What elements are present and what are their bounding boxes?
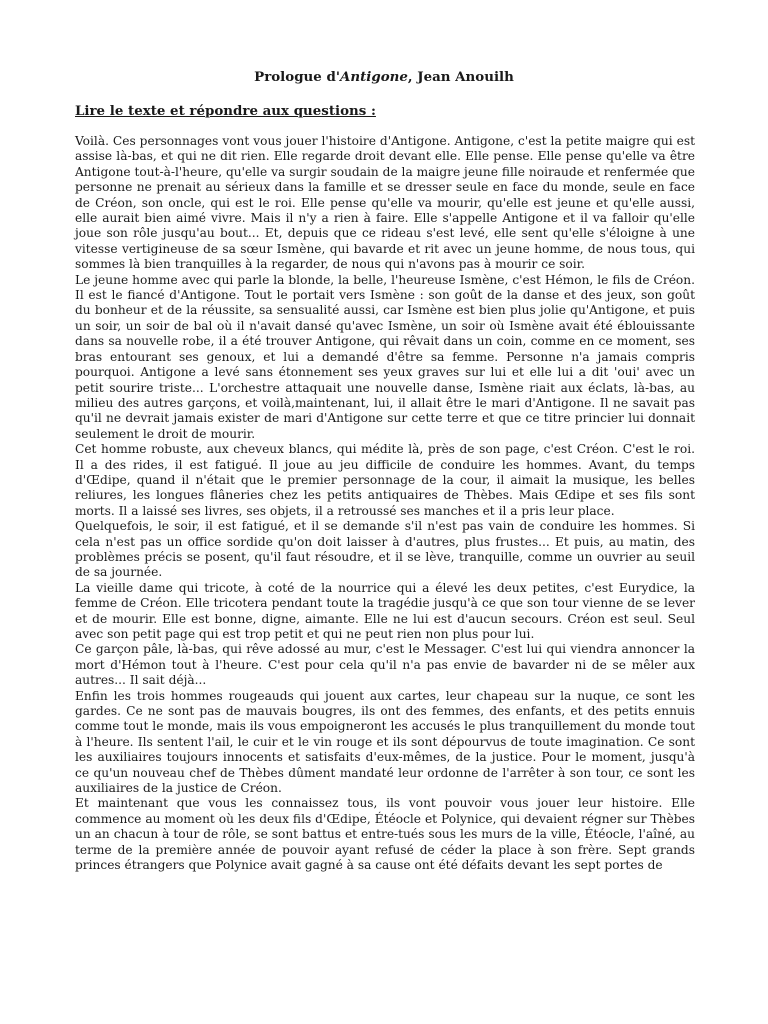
paragraph: Le jeune homme avec qui parle la blonde, la belle, l'heureuse Ismène, c'est Hémon, le fils de Créon. Il est le fiancé d'Antigone. Tout le portait vers Ismène : son goût de la danse et des jeux, son goût du bonheur et de la réussite, sa sensualité aussi, car Ismène est bien plus jolie qu'Antigone, et puis un soir, un soir de bal où il n'avait dansé qu'avec Ismène, un soir où Ismène avait été éblouissante dans sa nouvelle robe, il a été trouver Antigone, qui rêvait dans un coin, comme en ce moment, ses bras entourant ses genoux, et lui a demandé d'être sa femme. Personne n'a jamais compris pourquoi. Antigone a levé sans étonnement ses yeux graves sur lui et elle lui a dit 'oui' avec un petit sourire triste... L'orchestre attaquait une nouvelle danse, Ismène riait aux éclats, là-bas, au milieu des autres garçons, et voilà,maintenant, lui, il allait être le mari d'Antigone. Il ne savait pas qu'il ne devrait jamais exister de mari d'Antigone sur cette terre et que ce titre princier lui donnait seulement le droit de mourir. [75, 272, 695, 441]
paragraph: Ce garçon pâle, là-bas, qui rêve adossé au mur, c'est le Messager. C'est lui qui viendra annoncer la mort d'Hémon tout à l'heure. C'est pour cela qu'il n'a pas envie de bavarder ni de se mêler aux autres... Il sait déjà... [75, 642, 695, 688]
title-play-name: Antigone [339, 69, 408, 85]
paragraph: Quelquefois, le soir, il est fatigué, et il se demande s'il n'est pas vain de conduire les hommes. Si cela n'est pas un office sordide qu'on doit laisser à d'autres, plus frustes... Et puis, au matin, des problèmes précis se posent, qu'il faut résoudre, et il se lève, tranquille, comme un ouvrier au seuil de sa journée. [75, 519, 695, 580]
title-prefix: Prologue d' [254, 69, 340, 85]
instruction-heading: Lire le texte et répondre aux questions : [75, 103, 376, 119]
paragraph: La vieille dame qui tricote, à coté de la nourrice qui a élevé les deux petites, c'est Eurydice, la femme de Créon. Elle tricotera pendant toute la tragédie jusqu'à ce que son tour vienne de se lever et de mourir. Elle est bonne, digne, aimante. Elle ne lui est d'aucun secours. Créon est seul. Seul avec son petit page qui est trop petit et qui ne peut rien non plus pour lui. [75, 580, 695, 641]
document-title [0, 68, 768, 86]
title-author: , Jean Anouilh [407, 69, 514, 85]
paragraph: Cet homme robuste, aux cheveux blancs, qui médite là, près de son page, c'est Créon. C'est le roi. Il a des rides, il est fatigué. Il joue au jeu difficile de conduire les hommes. Avant, du temps d'Œdipe, quand il n'était que le premier personnage de la cour, il aimait la musique, les belles reliures, les longues flâneries chez les petits antiquaires de Thèbes. Mais Œdipe et ses fils sont morts. Il a laissé ses livres, ses objets, il a retroussé ses manches et il a pris leur place. [75, 442, 695, 518]
paragraph: Voilà. Ces personnages vont vous jouer l'histoire d'Antigone. Antigone, c'est la petite maigre qui est assise là-bas, et qui ne dit rien. Elle regarde droit devant elle. Elle pense. Elle pense qu'elle va être Antigone tout-à-l'heure, qu'elle va surgir soudain de la maigre jeune fille noiraude et renfermée que personne ne prenait au sérieux dans la famille et se dresser seule en face du monde, seule en face de Créon, son oncle, qui est le roi. Elle pense qu'elle va mourir, qu'elle est jeune et qu'elle aussi, elle aurait bien aimé vivre. Mais il n'y a rien à faire. Elle s'appelle Antigone et il va falloir qu'elle joue son rôle jusqu'au bout... Et, depuis que ce rideau s'est levé, elle sent qu'elle s'éloigne à une vitesse vertigineuse de sa sœur Ismène, qui bavarde et rit avec un jeune homme, de nous tous, qui sommes là bien tranquilles à la regarder, de nous qui n'avons pas à mourir ce soir. [75, 134, 695, 272]
prologue-text [75, 134, 695, 874]
paragraph: Enfin les trois hommes rougeauds qui jouent aux cartes, leur chapeau sur la nuque, ce sont les gardes. Ce ne sont pas de mauvais bougres, ils ont des femmes, des enfants, et des petits ennuis comme tout le monde, mais ils vous empoigneront les accusés le plus tranquillement du monde tout à l'heure. Ils sentent l'ail, le cuir et le vin rouge et ils sont dépourvus de toute imagination. Ce sont les auxiliaires toujours innocents et satisfaits d'eux-mêmes, de la justice. Pour le moment, jusqu'à ce qu'un nouveau chef de Thèbes dûment mandaté leur ordonne de l'arrêter à son tour, ce sont les auxiliaires de la justice de Créon. [75, 688, 695, 796]
paragraph: Et maintenant que vous les connaissez tous, ils vont pouvoir vous jouer leur histoire. Elle commence au moment où les deux fils d'Œdipe, Étéocle et Polynice, qui devaient régner sur Thèbes un an chacun à tour de rôle, se sont battus et entre-tués sous les murs de la ville, Étéocle, l'aîné, au terme de la première année de pouvoir ayant refusé de céder la place à son frère. Sept grands princes étrangers que Polynice avait gagné à sa cause ont été défaits devant les sept portes de [75, 796, 695, 873]
